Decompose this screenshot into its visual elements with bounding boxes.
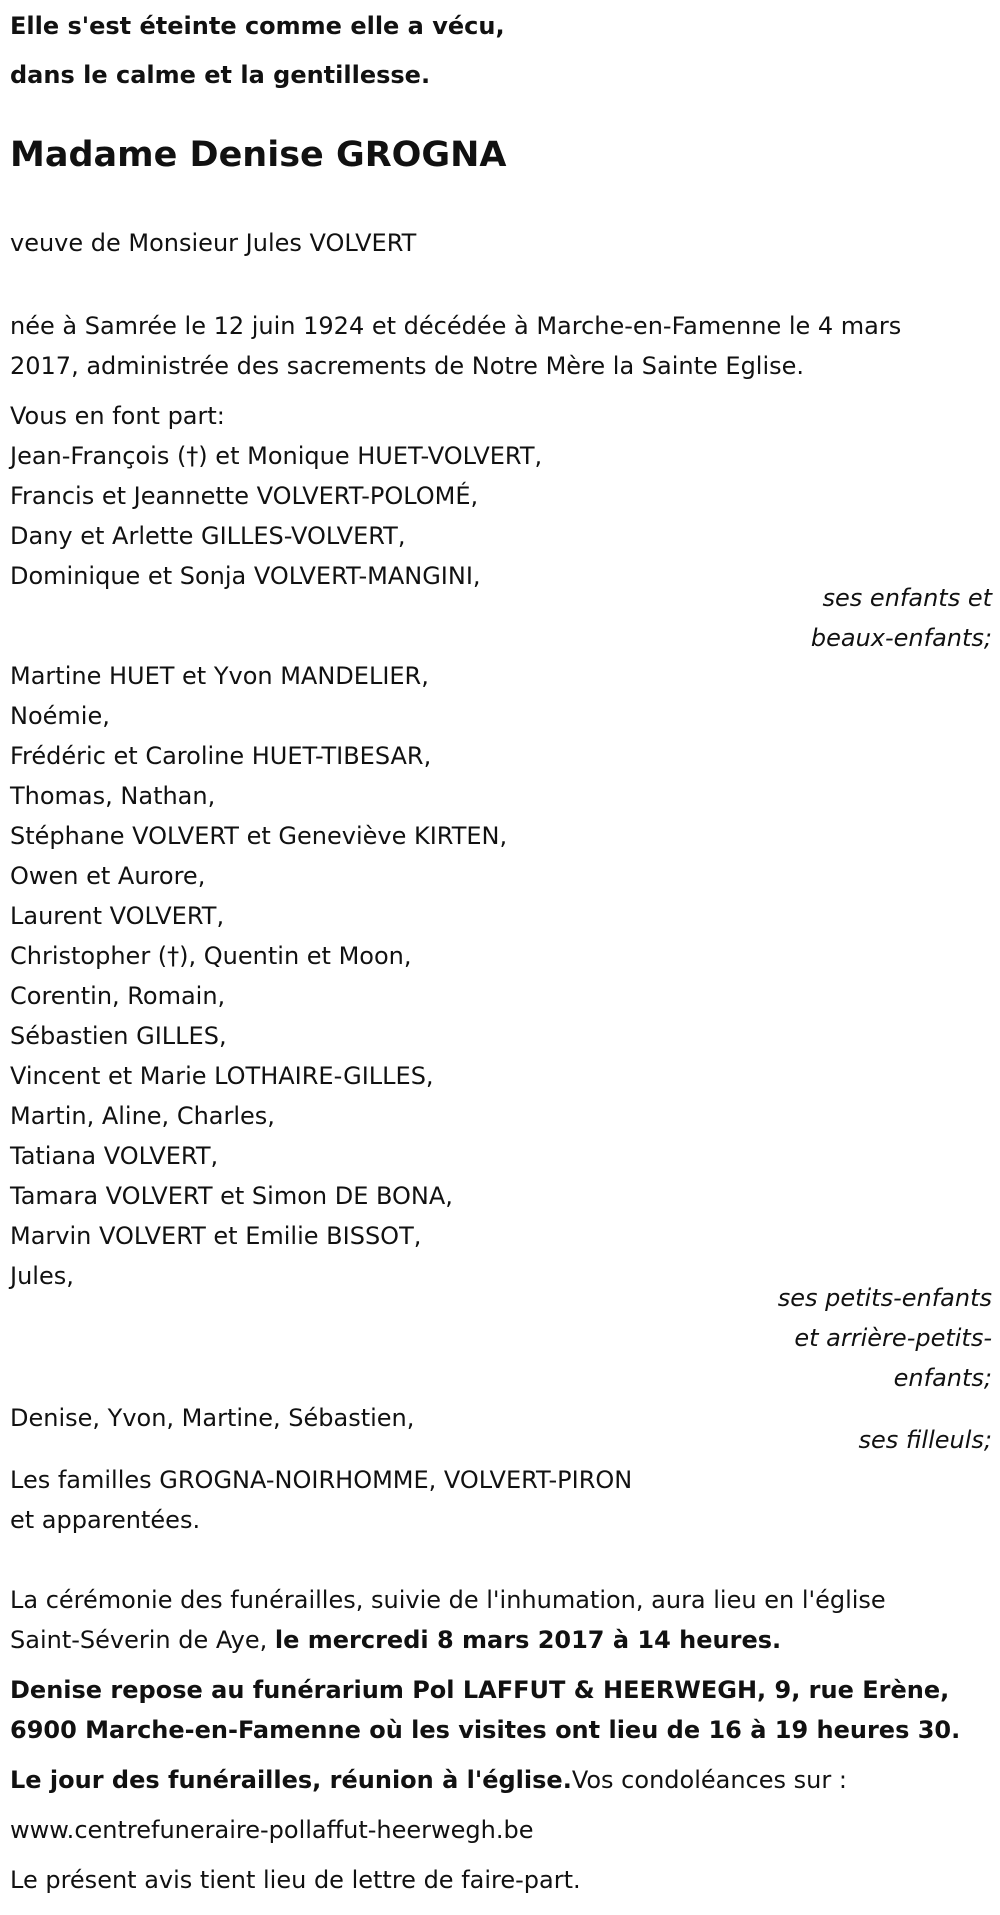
condolences-label: Vos condoléances sur :: [571, 1766, 847, 1794]
grandchild-line: Frédéric et Caroline HUET-TIBESAR,: [10, 742, 432, 770]
intro-line: Vous en font part:: [10, 402, 225, 430]
grandchild-line: Martin, Aline, Charles,: [10, 1102, 275, 1130]
footer-note: Le présent avis tient lieu de lettre de faire-part.: [10, 1866, 581, 1894]
child-line: Francis et Jeannette VOLVERT-POLOMÉ,: [10, 482, 479, 510]
funerarium-line-1: Denise repose au funérarium Pol LAFFUT & HEERWEGH, 9, rue Erène,: [10, 1676, 950, 1704]
epitaph-line-1: Elle s'est éteinte comme elle a vécu,: [10, 12, 505, 40]
godchildren-role-line: ses filleuls;: [858, 1426, 992, 1454]
grandchildren-role-line: et arrière-petits-: [794, 1324, 992, 1352]
children-role: [732, 578, 992, 658]
website-link[interactable]: www.centrefuneraire-pollaffut-heerwegh.be: [10, 1816, 534, 1844]
grandchild-line: Marvin VOLVERT et Emilie BISSOT,: [10, 1222, 422, 1250]
children-role-line: beaux-enfants;: [810, 624, 992, 652]
child-line: Jean-François (†) et Monique HUET-VOLVERT,: [10, 442, 543, 470]
grandchildren-role: [732, 1278, 992, 1398]
meeting-info: Le jour des funérailles, réunion à l'église.: [10, 1766, 572, 1794]
godchildren-line: Denise, Yvon, Martine, Sébastien,: [10, 1404, 415, 1432]
grandchild-line: Tatiana VOLVERT,: [10, 1142, 219, 1170]
grandchild-line: Laurent VOLVERT,: [10, 902, 225, 930]
deceased-name: Madame Denise GROGNA: [10, 135, 507, 175]
birth-death-line-2: 2017, administrée des sacrements de Notre Mère la Sainte Eglise.: [10, 352, 805, 380]
grandchild-line: Corentin, Romain,: [10, 982, 226, 1010]
funerarium-line-2: 6900 Marche-en-Famenne où les visites ont lieu de 16 à 19 heures 30.: [10, 1716, 961, 1744]
grandchild-line: Tamara VOLVERT et Simon DE BONA,: [10, 1182, 453, 1210]
grandchildren-role-line: ses petits-enfants: [777, 1284, 992, 1312]
meeting-line: [10, 1760, 847, 1800]
families-line-1: Les familles GROGNA-NOIRHOMME, VOLVERT-PIRON: [10, 1466, 633, 1494]
children-role-line: ses enfants et: [822, 584, 992, 612]
grandchild-line: Christopher (†), Quentin et Moon,: [10, 942, 412, 970]
grandchild-line: Martine HUET et Yvon MANDELIER,: [10, 662, 429, 690]
grandchild-line: Thomas, Nathan,: [10, 782, 216, 810]
child-line: Dominique et Sonja VOLVERT-MANGINI,: [10, 562, 481, 590]
grandchild-line: Vincent et Marie LOTHAIRE-GILLES,: [10, 1062, 434, 1090]
grandchild-line: Noémie,: [10, 702, 110, 730]
ceremony-line-2: [10, 1620, 781, 1660]
ceremony-line-1: La cérémonie des funérailles, suivie de l'inhumation, aura lieu en l'église: [10, 1586, 886, 1614]
ceremony-place: Saint-Séverin de Aye,: [10, 1626, 275, 1654]
families-line-2: et apparentées.: [10, 1506, 201, 1534]
grandchild-line: Owen et Aurore,: [10, 862, 206, 890]
spouse-line: veuve de Monsieur Jules VOLVERT: [10, 229, 417, 257]
child-line: Dany et Arlette GILLES-VOLVERT,: [10, 522, 406, 550]
grandchild-line: Stéphane VOLVERT et Geneviève KIRTEN,: [10, 822, 508, 850]
grandchildren-role-line: enfants;: [893, 1364, 992, 1392]
ceremony-date: le mercredi 8 mars 2017 à 14 heures.: [274, 1626, 782, 1654]
grandchild-line: Jules,: [10, 1262, 74, 1290]
godchildren-role: [732, 1420, 992, 1460]
birth-death-line-1: née à Samrée le 12 juin 1924 et décédée à Marche-en-Famenne le 4 mars: [10, 312, 902, 340]
epitaph-line-2: dans le calme et la gentillesse.: [10, 61, 431, 89]
grandchild-line: Sébastien GILLES,: [10, 1022, 227, 1050]
